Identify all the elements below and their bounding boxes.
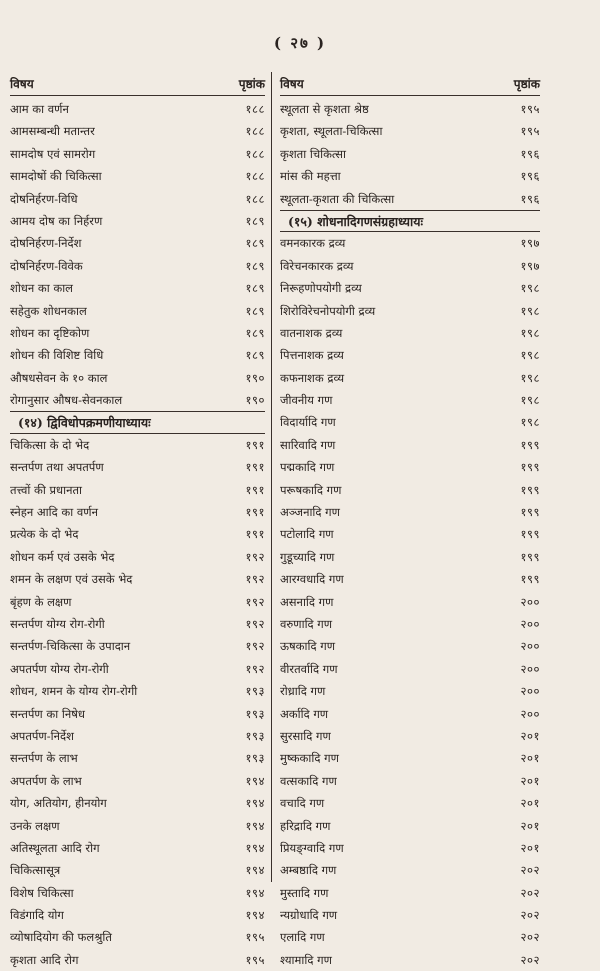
toc-entry-page: २०१ — [520, 796, 540, 811]
toc-entry-title: स्थूलता-कृशता की चिकित्सा — [280, 191, 395, 206]
toc-entry — [10, 188, 265, 210]
toc-entry — [10, 770, 265, 792]
toc-entry — [10, 792, 265, 814]
toc-entry-title: जीवनीय गण — [280, 393, 333, 408]
toc-entry — [280, 926, 540, 948]
toc-entry — [10, 255, 265, 277]
toc-entry-title: अम्बष्ठादि गण — [280, 863, 337, 878]
toc-entry — [10, 815, 265, 837]
toc-entry — [280, 635, 540, 657]
toc-entry-title: स्नेहन आदि का वर्णन — [10, 505, 98, 520]
toc-entry — [10, 658, 265, 680]
toc-entry-title: चिकित्सासूत्र — [10, 863, 61, 878]
toc-entry-title: तत्त्वों की प्रधानता — [10, 482, 82, 497]
toc-entry-page: १८८ — [245, 124, 265, 139]
toc-entry-page: २०२ — [520, 863, 540, 878]
toc-entry-page: १९० — [245, 393, 265, 408]
toc-entry-page: १९१ — [245, 437, 265, 452]
toc-right-header — [280, 74, 540, 96]
toc-entry-page: २०० — [520, 639, 540, 654]
toc-entry-page: १९२ — [245, 572, 265, 587]
toc-entry-page: १९९ — [520, 460, 540, 475]
toc-entry — [280, 949, 540, 971]
toc-entry — [280, 277, 540, 299]
toc-entry — [10, 501, 265, 523]
toc-entry — [10, 613, 265, 635]
toc-entry-page: १९३ — [245, 706, 265, 721]
toc-entry-title: गुडूच्यादि गण — [280, 549, 335, 564]
toc-entry — [280, 344, 540, 366]
toc-entry-page: १९७ — [520, 258, 540, 273]
toc-entry-page: १९२ — [245, 549, 265, 564]
toc-entry-page: १९८ — [520, 370, 540, 385]
toc-left-column — [10, 74, 265, 971]
toc-entry-page: १९४ — [245, 818, 265, 833]
toc-entry-title: मुष्ककादि गण — [280, 751, 339, 766]
toc-entry — [10, 949, 265, 971]
toc-entry — [10, 725, 265, 747]
toc-entry — [10, 344, 265, 366]
toc-entry-title: शोधन का काल — [10, 281, 73, 296]
toc-entry-title: औषधसेवन के १० काल — [10, 370, 108, 385]
toc-entry-title: रोध्रादि गण — [280, 684, 326, 699]
toc-entry-page: १९१ — [245, 527, 265, 542]
toc-entry — [10, 232, 265, 254]
toc-entry — [10, 859, 265, 881]
toc-entry — [10, 98, 265, 120]
toc-entry-title: शमन के लक्षण एवं उसके भेद — [10, 572, 133, 587]
toc-entry-page: १९९ — [520, 527, 540, 542]
toc-entry-title: कृशता, स्थूलता-चिकित्सा — [280, 124, 383, 139]
toc-entry-title: वरुणादि गण — [280, 616, 333, 631]
toc-entry-page: १९९ — [520, 549, 540, 564]
toc-entry-page: १९९ — [520, 572, 540, 587]
toc-entry-title: आमसम्बन्धी मतान्तर — [10, 124, 95, 139]
column-divider — [271, 72, 272, 882]
toc-entry — [10, 389, 265, 411]
toc-entry-title: सहेतुक शोधनकाल — [10, 303, 87, 318]
toc-entry — [280, 568, 540, 590]
toc-entry-page: १९६ — [520, 191, 540, 206]
toc-entry-title: सामदोष एवं सामरोग — [10, 146, 96, 161]
toc-entry-page: १९५ — [245, 952, 265, 967]
toc-entry-page: १८९ — [245, 258, 265, 273]
toc-entry-page: १९२ — [245, 639, 265, 654]
toc-entry — [280, 523, 540, 545]
toc-entry-page: १९८ — [520, 348, 540, 363]
toc-entry-title: पटोलादि गण — [280, 527, 334, 542]
toc-entry-title: निरूहणोपयोगी द्रव्य — [280, 281, 362, 296]
toc-entry — [10, 635, 265, 657]
toc-entry-title: कृशता आदि रोग — [10, 952, 79, 967]
toc-entry-page: १९५ — [520, 102, 540, 116]
toc-entry-title: वातनाशक द्रव्य — [280, 325, 343, 340]
toc-entry — [280, 456, 540, 478]
toc-entry-page: १९४ — [245, 863, 265, 878]
toc-entry — [280, 725, 540, 747]
toc-entry-page: १९५ — [520, 124, 540, 139]
toc-entry-page: १९६ — [520, 169, 540, 184]
toc-entry-page: १९९ — [520, 437, 540, 452]
toc-entry — [280, 98, 540, 120]
toc-entry-title: सन्तर्पण योग्य रोग-रोगी — [10, 616, 105, 631]
toc-entry — [280, 501, 540, 523]
toc-entry-page: १९४ — [245, 796, 265, 811]
toc-entry — [280, 232, 540, 254]
toc-entry-page: १९२ — [245, 594, 265, 609]
toc-entry-title: स्थूलता से कृशता श्रेष्ठ — [280, 102, 369, 116]
toc-entry-page: १८९ — [245, 281, 265, 296]
toc-entry-title: सारिवादि गण — [280, 437, 336, 452]
toc-entry — [10, 568, 265, 590]
toc-entry-title: आम का वर्णन — [10, 102, 69, 116]
toc-entry-title: शिरोविरेचनोपयोगी द्रव्य — [280, 303, 376, 318]
toc-entry — [280, 770, 540, 792]
toc-entry-page: १९४ — [245, 773, 265, 788]
toc-entry — [10, 456, 265, 478]
toc-entry-title: अञ्जनादि गण — [280, 505, 340, 520]
page-heading: पृष्ठांक — [238, 77, 265, 91]
toc-entry-title: बृंहण के लक्षण — [10, 594, 72, 609]
toc-entry-page: १९४ — [245, 908, 265, 923]
toc-entry-page: १९१ — [245, 460, 265, 475]
toc-entry-page: १८९ — [245, 236, 265, 251]
toc-entry-title: शोधन कर्म एवं उसके भेद — [10, 549, 115, 564]
toc-entry-title: शोधन की विशिष्ट विधि — [10, 348, 104, 363]
toc-entry-page: २०१ — [520, 728, 540, 743]
toc-entry-title: विदार्यादि गण — [280, 415, 336, 430]
toc-entry — [280, 658, 540, 680]
toc-entry-title: आरग्वधादि गण — [280, 572, 344, 587]
toc-entry-title: वत्सकादि गण — [280, 773, 337, 788]
toc-entry-page: २०२ — [520, 908, 540, 923]
toc-entry-title: विशेष चिकित्सा — [10, 885, 74, 900]
toc-entry — [280, 411, 540, 433]
toc-entry-title: कृशता चिकित्सा — [280, 146, 346, 161]
toc-entry-page: १९० — [245, 370, 265, 385]
toc-entry-page: १९८ — [520, 303, 540, 318]
subject-heading: विषय — [280, 77, 304, 91]
toc-entry-title: अर्कादि गण — [280, 706, 329, 721]
toc-entry — [10, 523, 265, 545]
toc-entry-title: श्यामादि गण — [280, 952, 332, 967]
toc-entry — [280, 546, 540, 568]
toc-left-list — [10, 98, 265, 971]
toc-entry — [280, 255, 540, 277]
toc-entry-title: सामदोषों की चिकित्सा — [10, 169, 102, 184]
toc-entry-page: २०२ — [520, 885, 540, 900]
toc-entry — [280, 703, 540, 725]
toc-entry-title: सन्तर्पण के लाभ — [10, 751, 78, 766]
toc-entry-page: १९१ — [245, 482, 265, 497]
toc-entry — [10, 747, 265, 769]
toc-right-list — [280, 98, 540, 971]
toc-entry-page: १९३ — [245, 684, 265, 699]
toc-entry-title: मांस की महत्ता — [280, 169, 341, 184]
toc-entry-title: चिकित्सा के दो भेद — [10, 437, 90, 452]
toc-entry-page: १९२ — [245, 616, 265, 631]
toc-entry-page: १८८ — [245, 102, 265, 116]
toc-entry-page: १८९ — [245, 348, 265, 363]
toc-entry-page: १९९ — [520, 482, 540, 497]
toc-entry — [280, 367, 540, 389]
toc-entry — [280, 613, 540, 635]
toc-entry-page: १९६ — [520, 146, 540, 161]
toc-entry-title: योग, अतियोग, हीनयोग — [10, 796, 107, 811]
toc-entry — [280, 479, 540, 501]
toc-entry-title: प्रियङ्ग्वादि गण — [280, 840, 344, 855]
toc-entry — [280, 882, 540, 904]
toc-entry-title: विडंगादि योग — [10, 908, 64, 923]
subject-heading: विषय — [10, 77, 34, 91]
toc-entry-title: शोधन, शमन के योग्य रोग-रोगी — [10, 684, 138, 699]
toc-entry-page: १८८ — [245, 146, 265, 161]
toc-entry — [10, 120, 265, 142]
toc-entry-page: १९९ — [520, 505, 540, 520]
toc-entry — [280, 389, 540, 411]
toc-entry — [10, 546, 265, 568]
toc-entry — [280, 792, 540, 814]
toc-entry-page: १९१ — [245, 505, 265, 520]
toc-entry — [280, 747, 540, 769]
toc-entry-title: सन्तर्पण तथा अपतर्पण — [10, 460, 104, 475]
toc-entry — [10, 277, 265, 299]
toc-entry — [280, 322, 540, 344]
toc-entry-page: १८९ — [245, 303, 265, 318]
toc-entry-page: १९७ — [520, 236, 540, 251]
toc-entry-page: १८८ — [245, 191, 265, 206]
toc-entry-title: सन्तर्पण का निषेध — [10, 706, 85, 721]
toc-entry — [280, 300, 540, 322]
toc-entry-title: विरेचनकारक द्रव्य — [280, 258, 354, 273]
toc-entry-title: सन्तर्पण-चिकित्सा के उपादान — [10, 639, 131, 654]
toc-entry-title: ऊषकादि गण — [280, 639, 336, 654]
toc-entry-title: अपतर्पण-निर्देश — [10, 728, 74, 743]
toc-entry-title: रोगानुसार औषध-सेवनकाल — [10, 393, 123, 408]
toc-entry-page: २०२ — [520, 930, 540, 945]
toc-entry-title: शोधन का दृष्टिकोण — [10, 325, 90, 340]
toc-entry-title: उनके लक्षण — [10, 818, 60, 833]
toc-entry — [280, 120, 540, 142]
page-number: ( २७ ) — [273, 34, 327, 52]
toc-entry-title: सुरसादि गण — [280, 728, 331, 743]
toc-entry-page: २०० — [520, 594, 540, 609]
toc-entry-page: १९८ — [520, 415, 540, 430]
toc-entry-page: २०१ — [520, 840, 540, 855]
toc-entry-title: अपतर्पण योग्य रोग-रोगी — [10, 661, 109, 676]
toc-left-header — [10, 74, 265, 96]
toc-entry — [280, 434, 540, 456]
toc-entry-page: १९३ — [245, 751, 265, 766]
toc-entry-page: १८८ — [245, 169, 265, 184]
toc-entry — [10, 479, 265, 501]
toc-entry-title: मुस्तादि गण — [280, 885, 329, 900]
toc-entry-title: दोषनिर्हरण-विवेक — [10, 258, 83, 273]
toc-entry-page: २०० — [520, 616, 540, 631]
toc-entry-title: परूषकादि गण — [280, 482, 342, 497]
toc-entry-title: दोषनिर्हरण-विधि — [10, 191, 78, 206]
page-heading: पृष्ठांक — [513, 77, 540, 91]
chapter-heading: (१५) शोधनादिगणसंग्रहाध्यायः — [280, 210, 540, 232]
toc-entry — [10, 210, 265, 232]
toc-entry-page: १९४ — [245, 840, 265, 855]
toc-entry-page: १९८ — [520, 281, 540, 296]
toc-entry — [10, 680, 265, 702]
toc-entry — [10, 143, 265, 165]
toc-entry — [280, 680, 540, 702]
toc-entry-page: २०० — [520, 684, 540, 699]
toc-entry-title: व्योषादियोग की फलश्रुति — [10, 930, 112, 945]
toc-entry-title: न्यग्रोधादि गण — [280, 908, 338, 923]
toc-entry-title: दोषनिर्हरण-निर्देश — [10, 236, 82, 251]
toc-entry — [280, 591, 540, 613]
toc-entry-page: १९५ — [245, 930, 265, 945]
toc-entry-page: १९८ — [520, 393, 540, 408]
toc-entry — [280, 837, 540, 859]
toc-entry-title: वमनकारक द्रव्य — [280, 236, 346, 251]
toc-entry-title: वचादि गण — [280, 796, 325, 811]
toc-entry-page: २०२ — [520, 952, 540, 967]
toc-entry-title: अतिस्थूलता आदि रोग — [10, 840, 100, 855]
toc-entry-title: अपतर्पण के लाभ — [10, 773, 82, 788]
toc-entry-page: १९२ — [245, 661, 265, 676]
toc-entry-page: १९३ — [245, 728, 265, 743]
toc-entry — [10, 837, 265, 859]
toc-entry-page: १९८ — [520, 325, 540, 340]
toc-entry-title: पित्तनाशक द्रव्य — [280, 348, 344, 363]
toc-entry-page: २०० — [520, 706, 540, 721]
toc-entry — [10, 882, 265, 904]
chapter-heading: (१४) द्विविधोपक्रमणीयाध्यायः — [10, 411, 265, 433]
toc-entry — [280, 904, 540, 926]
toc-entry-title: पद्मकादि गण — [280, 460, 335, 475]
toc-entry-title: असनादि गण — [280, 594, 334, 609]
toc-entry — [10, 703, 265, 725]
toc-entry-page: २०१ — [520, 773, 540, 788]
toc-entry — [10, 165, 265, 187]
toc-entry — [10, 300, 265, 322]
toc-entry-title: वीरतर्वादि गण — [280, 661, 338, 676]
toc-entry — [280, 188, 540, 210]
toc-entry — [10, 322, 265, 344]
toc-entry — [280, 815, 540, 837]
toc-entry-page: २०१ — [520, 751, 540, 766]
toc-entry-title: आमय दोष का निर्हरण — [10, 213, 103, 228]
toc-entry-page: २०१ — [520, 818, 540, 833]
toc-entry-page: २०० — [520, 661, 540, 676]
toc-entry-page: १८९ — [245, 325, 265, 340]
toc-entry-title: हरिद्रादि गण — [280, 818, 331, 833]
toc-entry — [10, 367, 265, 389]
toc-entry — [10, 591, 265, 613]
toc-entry — [10, 904, 265, 926]
toc-entry — [280, 165, 540, 187]
toc-entry-title: कफनाशक द्रव्य — [280, 370, 345, 385]
toc-entry — [10, 434, 265, 456]
toc-entry — [280, 143, 540, 165]
toc-entry — [280, 859, 540, 881]
toc-entry-page: १८९ — [245, 213, 265, 228]
toc-right-column — [280, 74, 540, 971]
toc-entry-title: प्रत्येक के दो भेद — [10, 527, 79, 542]
toc-entry-title: एलादि गण — [280, 930, 325, 945]
toc-entry-page: १९४ — [245, 885, 265, 900]
toc-entry — [10, 926, 265, 948]
